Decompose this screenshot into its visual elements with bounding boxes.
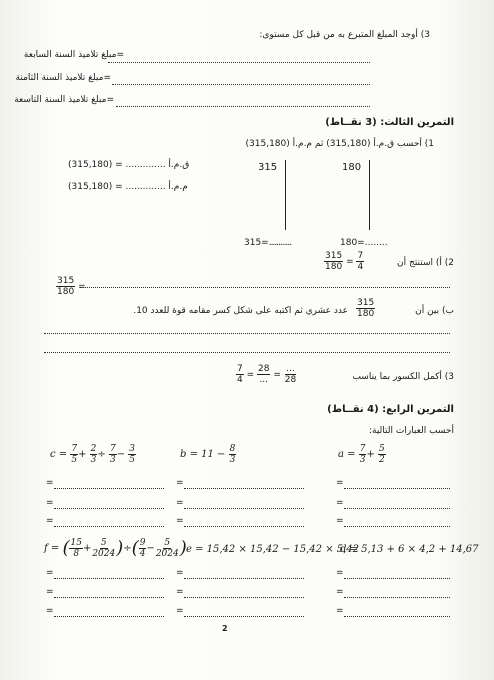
fraction-315-180-b: $\frac{315}{180}$ xyxy=(357,298,375,319)
ex3-question-2b-suffix: عدد عشري ثم اكتبه على شكل كسر مقامه قوة للعدد 10. xyxy=(133,306,348,316)
row-label-7th: =مبلغ تلاميذ السنة السابعة xyxy=(23,50,124,60)
equals-sign: = xyxy=(176,568,184,578)
expression-a: a = $\frac{7}{3}$ + $\frac{5}{2}$ xyxy=(338,444,385,465)
ex3-question-2b-prefix: ب) بين أن xyxy=(415,306,454,316)
ex3-question-1: 1) أحسب ق.م.أ (315,180) ثم م.م.أ (315,180) xyxy=(245,139,434,149)
ex3-question-3: 3) أكمل الكسور بما يناسب xyxy=(352,372,454,382)
answer-line[interactable] xyxy=(80,287,450,288)
equals-sign: = xyxy=(176,498,184,508)
answer-line[interactable] xyxy=(54,488,164,489)
row-label-9th: =مبلغ تلاميذ السنة التاسعة xyxy=(14,95,114,105)
number-180: 180 xyxy=(342,162,362,173)
answer-line[interactable] xyxy=(184,597,304,598)
answer-line[interactable] xyxy=(344,526,450,527)
equals-sign: = xyxy=(176,516,184,526)
answer-line[interactable] xyxy=(344,597,450,598)
equals-sign: = xyxy=(336,587,344,597)
equals-sign: = xyxy=(336,478,344,488)
row-label-8th: =مبلغ تلاميذ السنة الثامنة xyxy=(15,73,111,83)
answer-line[interactable] xyxy=(44,352,450,353)
equals-sign: = xyxy=(46,568,54,578)
answer-line[interactable] xyxy=(54,597,164,598)
question-3-label: 3) أوجد المبلغ المتبرع به من قبل كل مستوى: xyxy=(259,30,430,40)
equals-sign: = xyxy=(176,478,184,488)
equals-sign: = xyxy=(46,587,54,597)
answer-line[interactable] xyxy=(54,508,164,509)
division-bar-180 xyxy=(369,160,370,230)
answer-line[interactable] xyxy=(44,333,450,334)
ex3-question-2a: 2) أ) استنتج أن xyxy=(397,258,454,268)
equals-sign: = xyxy=(176,587,184,597)
equals-sign: = xyxy=(176,606,184,616)
equals-sign: = xyxy=(336,606,344,616)
answer-line[interactable] xyxy=(184,508,304,509)
expression-e: e = 15,42 × 15,42 − 15,42 × 5,42 xyxy=(186,544,360,555)
number-315: 315 xyxy=(258,162,278,173)
pgcd-answer: (315,180) = .............. م.م.أ xyxy=(68,182,188,192)
ex4-subtitle: أحسب العبارات التالية: xyxy=(368,426,454,436)
expression-d: d = 5,13 + 6 × 4,2 + 14,67 xyxy=(340,544,479,555)
expression-c: c = $\frac{7}{5}$ + $\frac{2}{3}$ ÷ $\frac{7}{3}$ − $\frac{3}{5}$ xyxy=(50,444,135,465)
page-number: 2 xyxy=(222,624,228,633)
answer-line[interactable] xyxy=(184,488,304,489)
answer-line[interactable] xyxy=(112,84,370,85)
answer-line[interactable] xyxy=(54,578,164,579)
equals-sign: = xyxy=(46,606,54,616)
fraction-line-lhs: $\frac{315}{180}$ = xyxy=(57,276,86,297)
exercise-4-title: التمرين الرابع: (4 نقــاط) xyxy=(327,404,454,415)
expression-f: f = ( $\frac{15}{8}$ + $\frac{5}{2024}$ )÷( $\frac{9}{4}$ − $\frac{5}{2024}$ ) xyxy=(44,537,187,559)
answer-line[interactable] xyxy=(54,526,164,527)
answer-line[interactable] xyxy=(344,488,450,489)
equals-sign: = xyxy=(46,516,54,526)
pcm-answer: (315,180) = .............. ق.م.أ xyxy=(68,160,190,170)
exercise-3-title: التمرين الثالث: (3 نقــاط) xyxy=(325,117,454,128)
eq-180: 180=........ xyxy=(340,238,388,248)
equals-sign: = xyxy=(46,498,54,508)
complete-fractions: $\frac{7}{4}$ = $\frac{28}{...}$ = $\frac{...}{28}$ xyxy=(237,364,297,385)
answer-line[interactable] xyxy=(344,616,450,617)
expression-b: b = 11 − $\frac{8}{3}$ xyxy=(180,444,236,465)
answer-line[interactable] xyxy=(108,62,370,63)
answer-line[interactable] xyxy=(184,616,304,617)
equals-sign: = xyxy=(336,498,344,508)
equals-sign: = xyxy=(336,516,344,526)
answer-line[interactable] xyxy=(344,578,450,579)
answer-line[interactable] xyxy=(344,508,450,509)
equals-sign: = xyxy=(46,478,54,488)
answer-line[interactable] xyxy=(54,616,164,617)
fraction-315-180: $\frac{315}{180}$ = $\frac{7}{4}$ xyxy=(325,251,364,272)
eq-315: 315=............ xyxy=(244,238,292,248)
division-bar-315 xyxy=(285,160,286,230)
answer-line[interactable] xyxy=(184,578,304,579)
equals-sign: = xyxy=(336,568,344,578)
answer-line[interactable] xyxy=(184,526,304,527)
answer-line[interactable] xyxy=(116,106,370,107)
